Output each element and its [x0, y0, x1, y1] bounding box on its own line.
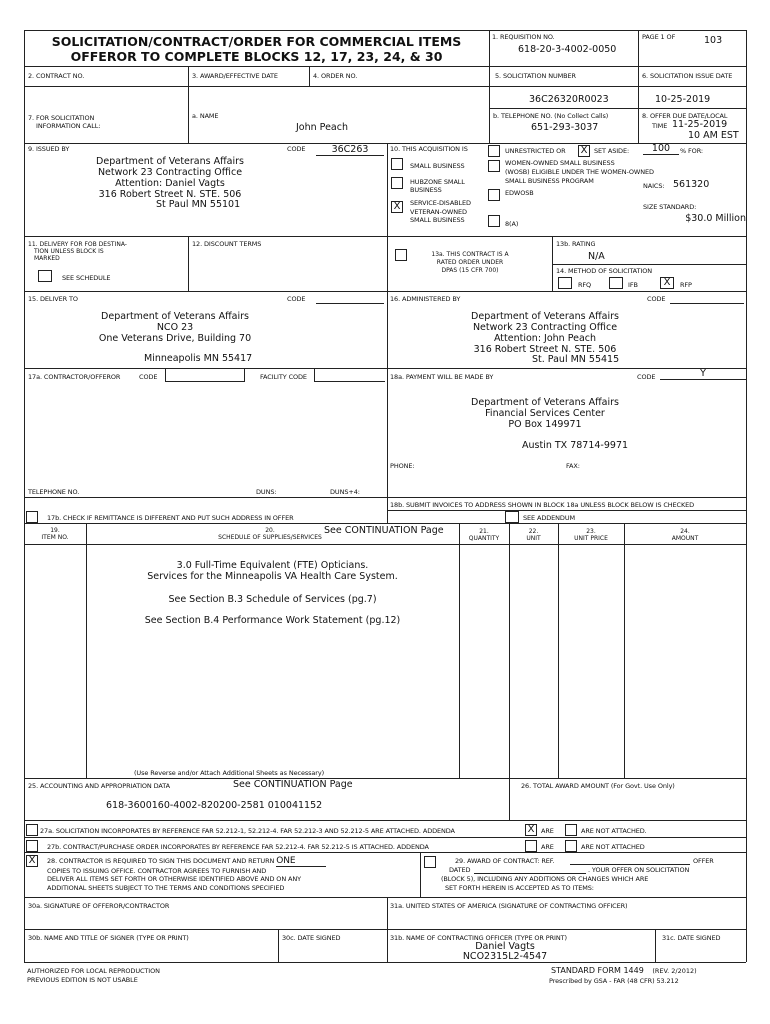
clause-28-line: DELIVER ALL ITEMS SET FORTH OR OTHERWISE IDENTIFIED ABOVE AND ON ANY [47, 875, 302, 883]
ifb-label: IFB [628, 281, 638, 289]
clause-29-line-4: SET FORTH HEREIN IS ACCEPTED AS TO ITEMS: [445, 884, 594, 892]
delivery-fob-label-line: MARKED [34, 255, 60, 262]
col-unit-line: 22. [528, 528, 539, 535]
solicitation-info-label [28, 114, 100, 130]
see-schedule-checkbox[interactable] [38, 270, 52, 282]
page-total: 103 [704, 35, 723, 46]
clause-27a-are-checkbox[interactable]: X [525, 824, 537, 836]
deliver-to-line: Department of Veterans Affairs [101, 311, 249, 322]
footer-rev: (REV. 2/2012) [652, 967, 697, 975]
clause-27b-are-not-label: ARE NOT ATTACHED [581, 843, 645, 851]
remittance-label: 17b. CHECK IF REMITTANCE IS DIFFERENT AND PUT SUCH ADDRESS IN OFFER [47, 514, 294, 522]
col-item-no-line: 19. [50, 527, 60, 534]
contact-phone[interactable]: 651-293-3037 [531, 122, 599, 133]
issued-by-city: St Paul MN 55101 [156, 199, 241, 210]
clause-29-dated: DATED [449, 866, 471, 874]
item-description-4: See Section B.4 Performance Work Statement (pg.12) [144, 615, 401, 626]
col-amount-line: 24. [680, 528, 690, 535]
signature-31c-label: 31c. DATE SIGNED [662, 934, 721, 942]
contractor-label: 17a. CONTRACTOR/OFFEROR [28, 373, 121, 381]
rated-order-label [420, 251, 520, 275]
administered-by-line: Attention: John Peach [493, 333, 597, 344]
col-unit [509, 528, 558, 542]
edwosb-checkbox[interactable] [488, 189, 500, 201]
delivery-fob-label-line: 11. DELIVERY FOR FOB DESTINA- [28, 241, 127, 248]
duns-label: DUNS: [256, 488, 277, 496]
signature-31a-label: 31a. UNITED STATES OF AMERICA (SIGNATURE OF CONTRACTING OFFICER) [390, 902, 628, 910]
payment-address [420, 397, 670, 430]
item-description-2: Services for the Minneapolis VA Health Care System. [147, 571, 398, 582]
accounting-continuation: See CONTINUATION Page [233, 779, 353, 790]
payment-line: Financial Services Center [485, 408, 605, 419]
issued-by-line: Network 23 Contracting Office [97, 167, 243, 178]
col-amount-line: AMOUNT [671, 535, 699, 542]
issued-by-address [60, 156, 280, 200]
issued-by-code-label: CODE [287, 145, 306, 153]
administered-by-line: Network 23 Contracting Office [472, 322, 618, 333]
form-title-line2: OFFEROR TO COMPLETE BLOCKS 12, 17, 23, 24, & 30 [70, 49, 443, 64]
reverse-note: (Use Reverse and/or Attach Additional Sheets as Necessary) [134, 769, 325, 777]
size-standard[interactable]: $30.0 Million [685, 213, 746, 224]
deliver-to-line: NCO 23 [156, 322, 194, 333]
clause-27b-are-not-checkbox[interactable] [565, 840, 577, 852]
clause-28-checkbox[interactable]: X [26, 855, 38, 867]
col-unit-price-line: UNIT PRICE [574, 535, 608, 542]
issued-by-line: Department of Veterans Affairs [96, 156, 244, 167]
deliver-to-line: One Veterans Drive, Building 70 [98, 333, 252, 344]
item-description-1: 3.0 Full-Time Equivalent (FTE) Opticians. [176, 560, 369, 571]
col-schedule-line: 20. [265, 527, 275, 534]
set-aside-label: SET ASIDE: [594, 147, 630, 155]
col-item-no [24, 527, 86, 541]
rating-label: 13b. RATING [556, 240, 596, 248]
payment-fax-label: FAX: [566, 462, 580, 470]
payment-line: PO Box 149971 [508, 419, 582, 430]
col-unit-line: UNIT [526, 535, 541, 542]
issued-by-line: 316 Robert Street N. STE. 506 [98, 189, 242, 200]
col-unit-price [558, 528, 624, 542]
clause-29-your-offer: . YOUR OFFER ON SOLICITATION [588, 866, 690, 874]
administered-by-line: 316 Robert Street N. STE. 506 [473, 344, 617, 355]
footer-form: STANDARD FORM 1449 [551, 966, 644, 975]
clause-29-checkbox[interactable] [424, 856, 436, 868]
telephone-label: TELEPHONE NO. [28, 488, 80, 496]
signature-30c-label: 30c. DATE SIGNED [282, 934, 341, 942]
hubzone-label-line: BUSINESS [410, 186, 442, 194]
clause-29-line-3: (BLOCK 5), INCLUDING ANY ADDITIONS OR CHANGES WHICH ARE [441, 875, 649, 883]
contractor-code-label: CODE [139, 373, 158, 381]
payment-city: Austin TX 78714-9971 [522, 440, 629, 451]
rating-value[interactable]: N/A [588, 251, 605, 262]
clause-28-line-1: 28. CONTRACTOR IS REQUIRED TO SIGN THIS DOCUMENT AND RETURN [47, 857, 275, 865]
solicitation-info-label-line1: 7. FOR SOLICITATION [28, 114, 95, 122]
form-title [24, 34, 489, 64]
offer-due-date[interactable]: 11-25-2019 [672, 119, 728, 130]
submit-invoices-label: 18b. SUBMIT INVOICES TO ADDRESS SHOWN IN BLOCK 18a UNLESS BLOCK BELOW IS CHECKED [390, 501, 695, 509]
unrestricted-label: UNRESTRICTED OR [505, 147, 566, 155]
delivery-fob-label [28, 241, 127, 262]
signature-30a-label: 30a. SIGNATURE OF OFFEROR/CONTRACTOR [28, 902, 170, 910]
eight-a-checkbox[interactable] [488, 215, 500, 227]
naics-label: NAICS: [643, 182, 665, 190]
clause-29-line-1: 29. AWARD OF CONTRACT: REF. [455, 857, 555, 865]
requisition-label: 1. REQUISITION NO. [492, 33, 555, 41]
contracting-officer-name[interactable]: Daniel Vagts [475, 941, 535, 952]
clause-28-line: COPIES TO ISSUING OFFICE. CONTRACTOR AGREES TO FURNISH AND [47, 866, 267, 875]
issue-date[interactable]: 10-25-2019 [655, 94, 711, 105]
see-schedule-label: SEE SCHEDULE [62, 274, 111, 282]
clause-27b-are-label: ARE [541, 843, 554, 851]
see-addendum-checkbox[interactable] [505, 511, 519, 523]
contact-name[interactable]: John Peach [296, 122, 348, 133]
percent-for-label: % FOR: [680, 147, 704, 155]
award-date-label: 3. AWARD/EFFECTIVE DATE [192, 72, 278, 80]
administered-by-address [420, 311, 670, 355]
offer-due-label: 8. OFFER DUE DATE/LOCAL [642, 112, 728, 120]
method-label: 14. METHOD OF SOLICITATION [556, 267, 652, 275]
clause-27a-are-label: ARE [541, 827, 554, 835]
name-label: a. NAME [192, 112, 219, 120]
set-aside-checkbox[interactable]: X [578, 145, 590, 157]
delivery-fob-label-line: TION UNLESS BLOCK IS [34, 248, 104, 255]
hubzone-label-line: HUBZONE SMALL [410, 178, 465, 186]
col-quantity-line: 21. [479, 528, 489, 535]
clause-27a-checkbox[interactable] [26, 824, 38, 836]
rated-order-label-line: DPAS (15 CFR 700) [441, 267, 499, 274]
rfp-label: RFP [680, 281, 692, 289]
rfq-checkbox[interactable] [558, 277, 572, 289]
total-award-label: 26. TOTAL AWARD AMOUNT (For Govt. Use Only) [521, 782, 675, 790]
footer-prescribed: Prescribed by GSA - FAR (48 CFR) 53.212 [549, 977, 679, 985]
footer-reproduction [27, 967, 160, 985]
clause-27a-are-not-checkbox[interactable] [565, 824, 577, 836]
naics-code[interactable]: 561320 [673, 179, 710, 190]
item-description-3: See Section B.3 Schedule of Services (pg.7) [168, 594, 377, 605]
rated-order-checkbox[interactable] [395, 249, 407, 261]
col-quantity-line: QUANTITY [468, 535, 500, 542]
sdvosb-label-line: VETERAN-OWNED [410, 207, 467, 216]
payment-line: Department of Veterans Affairs [471, 397, 619, 408]
clause-27a-label: 27a. SOLICITATION INCORPORATES BY REFERENCE FAR 52.212-1, 52.212-4. FAR 52.212-3 AND 52.212-5 ARE ATTACHED. ADDENDA [40, 827, 455, 835]
administered-by-label: 16. ADMINISTERED BY [390, 295, 461, 303]
issue-date-label: 6. SOLICITATION ISSUE DATE [642, 72, 733, 80]
sdvosb-label-line: SMALL BUSINESS [410, 216, 465, 224]
footer-form-number [551, 966, 697, 975]
issued-by-code[interactable]: 36C263 [316, 144, 384, 156]
size-standard-label: SIZE STANDARD: [643, 203, 697, 211]
payment-code-label: CODE [637, 373, 656, 381]
deliver-to-address [60, 311, 290, 344]
clause-27b-label: 27b. CONTRACT/PURCHASE ORDER INCORPORATES BY REFERENCE FAR 52.212-4. FAR 52.212-5 IS ATTACHED. ADDENDA [47, 843, 429, 851]
facility-code-label: FACILITY CODE [260, 373, 307, 381]
administered-by-code-label: CODE [647, 295, 666, 303]
payment-code[interactable]: Y [660, 368, 746, 380]
ifb-checkbox[interactable] [609, 277, 623, 289]
facility-code-input[interactable] [314, 368, 385, 382]
payment-label: 18a. PAYMENT WILL BE MADE BY [390, 373, 494, 381]
rated-order-label-line: RATED ORDER UNDER [436, 259, 504, 266]
footer-left-line: AUTHORIZED FOR LOCAL REPRODUCTION [27, 967, 160, 975]
edwosb-label: EDWOSB [505, 189, 534, 197]
issued-by-label: 9. ISSUED BY [28, 145, 70, 153]
signature-31b-label: 31b. NAME OF CONTRACTING OFFICER (TYPE OR PRINT) [390, 934, 567, 942]
accounting-data[interactable]: 618-3600160-4002-820200-2581 010041152 [106, 800, 323, 811]
contract-no-label: 2. CONTRACT NO. [28, 72, 85, 80]
rfq-label: RFQ [578, 281, 592, 289]
rated-order-label-line: 13a. THIS CONTRACT IS A [431, 251, 509, 258]
sdvosb-label-line: SERVICE-DISABLED [410, 199, 471, 207]
col-amount [624, 528, 746, 542]
small-business-label: SMALL BUSINESS [410, 162, 465, 170]
duns4-label: DUNS+4: [330, 488, 360, 496]
wosb-label-line: (WOSB) ELIGIBLE UNDER THE WOMEN-OWNED [505, 168, 654, 176]
wosb-label [505, 159, 654, 186]
phone-label: b. TELEPHONE NO. (No Collect Calls) [493, 112, 609, 120]
issued-by-line: Attention: Daniel Vagts [115, 178, 225, 189]
hubzone-label [410, 178, 465, 194]
clause-28-copies[interactable]: ONE [276, 857, 326, 867]
deliver-to-city: Minneapolis MN 55417 [144, 353, 253, 364]
solicitation-no-label: 5. SOLICITATION NUMBER [495, 72, 576, 80]
footer-left-line: PREVIOUS EDITION IS NOT USABLE [27, 976, 138, 984]
contracting-officer-id[interactable]: NCO2315L2-4547 [462, 951, 548, 962]
set-aside-percent[interactable]: 100 [643, 143, 679, 155]
accounting-label: 25. ACCOUNTING AND APPROPRIATION DATA [28, 782, 170, 790]
wosb-checkbox[interactable] [488, 160, 500, 172]
offer-time-label: TIME [652, 122, 668, 130]
col-unit-price-line: 23. [586, 528, 596, 535]
payment-phone-label: PHONE: [390, 462, 415, 470]
administered-by-city: St. Paul MN 55415 [532, 354, 620, 365]
clause-29-offer: OFFER [693, 857, 714, 865]
offer-due-time[interactable]: 10 AM EST [688, 130, 739, 141]
sdvosb-label [410, 199, 471, 225]
clause-27b-are-checkbox[interactable] [525, 840, 537, 852]
requisition-number[interactable]: 618-20-3-4002-0050 [518, 44, 617, 55]
contracting-officer [440, 942, 570, 962]
col-schedule-line: SCHEDULE OF SUPPLIES/SERVICES [218, 534, 322, 541]
remittance-checkbox[interactable] [26, 511, 38, 523]
order-no-label: 4. ORDER NO. [313, 72, 358, 80]
wosb-label-line: SMALL BUSINESS PROGRAM [505, 177, 594, 185]
hubzone-checkbox[interactable] [391, 177, 403, 189]
sdvosb-checkbox[interactable]: X [391, 201, 403, 213]
see-addendum-label: SEE ADDENDUM [523, 514, 576, 522]
col-quantity [459, 528, 509, 542]
deliver-to-code-label: CODE [287, 295, 306, 303]
form-title-line1: SOLICITATION/CONTRACT/ORDER FOR COMMERCIAL ITEMS [51, 34, 462, 49]
items-continuation: See CONTINUATION Page [324, 525, 444, 536]
unrestricted-checkbox[interactable] [488, 145, 500, 157]
discount-terms-label: 12. DISCOUNT TERMS [192, 240, 262, 248]
deliver-to-label: 15. DELIVER TO [28, 295, 78, 303]
rfp-checkbox[interactable]: X [660, 277, 674, 289]
solicitation-info-label-line2: INFORMATION CALL: [36, 122, 101, 130]
clause-28-line [47, 857, 326, 867]
administered-by-line: Department of Veterans Affairs [471, 311, 619, 322]
wosb-label-line: WOMEN-OWNED SMALL BUSINESS [505, 159, 615, 167]
signature-30b-label: 30b. NAME AND TITLE OF SIGNER (TYPE OR PRINT) [28, 934, 189, 942]
clause-27a-are-not-label: ARE NOT ATTACHED. [581, 827, 647, 835]
clause-28-text [47, 857, 326, 892]
eight-a-label: 8(A) [505, 220, 519, 228]
small-business-checkbox[interactable] [391, 158, 403, 170]
clause-28-line: ADDITIONAL SHEETS SUBJECT TO THE TERMS AND CONDITIONS SPECIFIED [47, 883, 285, 892]
clause-27b-checkbox[interactable] [26, 840, 38, 852]
col-item-no-line: ITEM NO. [41, 534, 69, 541]
contractor-code-input[interactable] [165, 368, 245, 382]
page-label: PAGE 1 OF [642, 33, 676, 41]
acquisition-label: 10. THIS ACQUISITION IS [390, 145, 468, 153]
solicitation-number[interactable]: 36C26320R0023 [529, 94, 609, 105]
